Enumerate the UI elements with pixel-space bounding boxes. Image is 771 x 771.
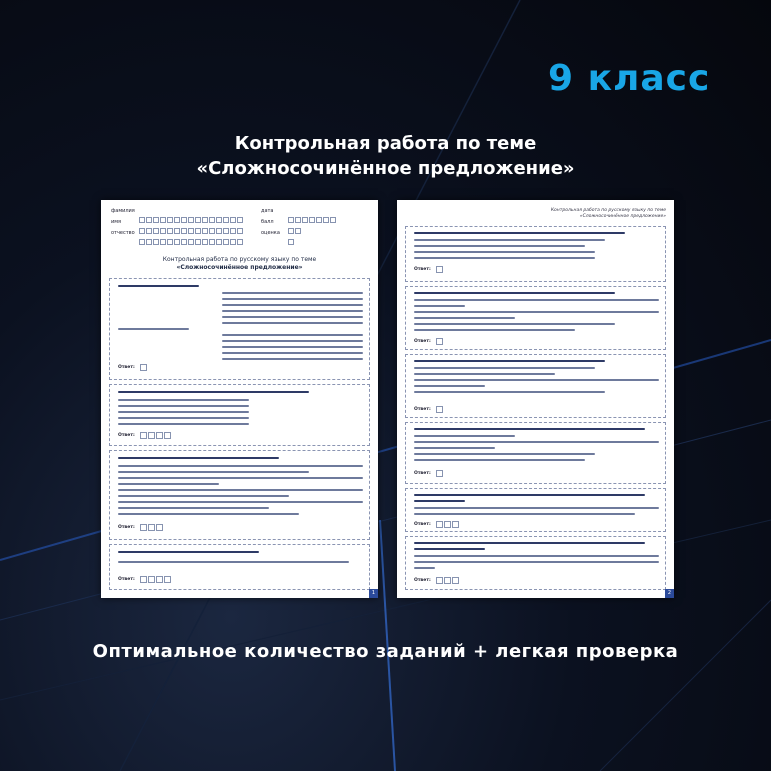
answer-box[interactable] xyxy=(452,521,459,528)
answer-box[interactable] xyxy=(148,524,155,531)
header-label: балл xyxy=(261,219,274,225)
answer-label: Ответ: xyxy=(414,267,431,272)
header-label: оценка xyxy=(261,230,280,236)
task-6 xyxy=(405,286,666,350)
grade-label: 9 класс xyxy=(548,58,711,99)
name-boxes[interactable] xyxy=(139,208,244,215)
answer-label: Ответ: xyxy=(118,365,135,370)
answer-box[interactable] xyxy=(140,364,147,371)
name-boxes[interactable] xyxy=(139,219,244,226)
title-line-1: Контрольная работа по теме xyxy=(234,133,537,154)
answer-box[interactable] xyxy=(436,521,443,528)
task-9 xyxy=(405,488,666,532)
date-boxes[interactable] xyxy=(288,208,337,215)
answer-box[interactable] xyxy=(444,521,451,528)
page-number: 1 xyxy=(369,589,378,598)
worksheet-page-1 xyxy=(101,200,378,598)
answer-label: Ответ: xyxy=(118,577,135,582)
answer-box[interactable] xyxy=(156,432,163,439)
header-label: дата xyxy=(261,208,274,214)
answer-label: Ответ: xyxy=(118,525,135,530)
task-8 xyxy=(405,422,666,484)
answer-label: Ответ: xyxy=(414,578,431,583)
answer-box[interactable] xyxy=(436,406,443,413)
page-number: 2 xyxy=(665,589,674,598)
answer-box[interactable] xyxy=(436,470,443,477)
title-line-2: «Сложносочинённое предложение» xyxy=(196,158,575,179)
answer-box[interactable] xyxy=(436,577,443,584)
header-label: отчество xyxy=(111,230,135,236)
header-label: имя xyxy=(111,219,122,225)
answer-box[interactable] xyxy=(444,577,451,584)
footer-tagline: Оптимальное количество заданий + легкая проверка xyxy=(92,641,679,662)
answer-box[interactable] xyxy=(164,432,171,439)
score-boxes[interactable] xyxy=(288,219,302,226)
answer-box[interactable] xyxy=(148,432,155,439)
student-header xyxy=(111,206,368,242)
header-label: фамилия xyxy=(111,208,135,214)
answer-label: Ответ: xyxy=(414,339,431,344)
answer-box[interactable] xyxy=(156,576,163,583)
running-header xyxy=(551,208,666,220)
running-header-line-2: «Сложносочинённое предложение» xyxy=(579,214,666,219)
answer-box[interactable] xyxy=(436,338,443,345)
answer-label: Ответ: xyxy=(414,522,431,527)
task-4 xyxy=(109,544,370,590)
running-header-line-1: Контрольная работа по русскому языку по теме xyxy=(550,208,666,213)
task-7 xyxy=(405,354,666,418)
answer-label: Ответ: xyxy=(414,407,431,412)
answer-box[interactable] xyxy=(452,577,459,584)
task-10 xyxy=(405,536,666,590)
answer-box[interactable] xyxy=(140,576,147,583)
sheet-title-line-2: «Сложносочинённое предложение» xyxy=(176,264,303,271)
answer-box[interactable] xyxy=(164,576,171,583)
answer-label: Ответ: xyxy=(414,471,431,476)
grade-boxes[interactable] xyxy=(288,230,295,237)
answer-box[interactable] xyxy=(140,524,147,531)
task-3 xyxy=(109,450,370,540)
answer-box[interactable] xyxy=(148,576,155,583)
name-boxes[interactable] xyxy=(139,230,244,237)
answer-box[interactable] xyxy=(140,432,147,439)
task-2 xyxy=(109,384,370,446)
answer-box[interactable] xyxy=(156,524,163,531)
answer-label: Ответ: xyxy=(118,433,135,438)
task-5 xyxy=(405,226,666,282)
task-1 xyxy=(109,278,370,380)
answer-box[interactable] xyxy=(436,266,443,273)
sheet-title-line-1: Контрольная работа по русскому языку по теме xyxy=(162,256,317,263)
worksheet-page-2 xyxy=(397,200,674,598)
